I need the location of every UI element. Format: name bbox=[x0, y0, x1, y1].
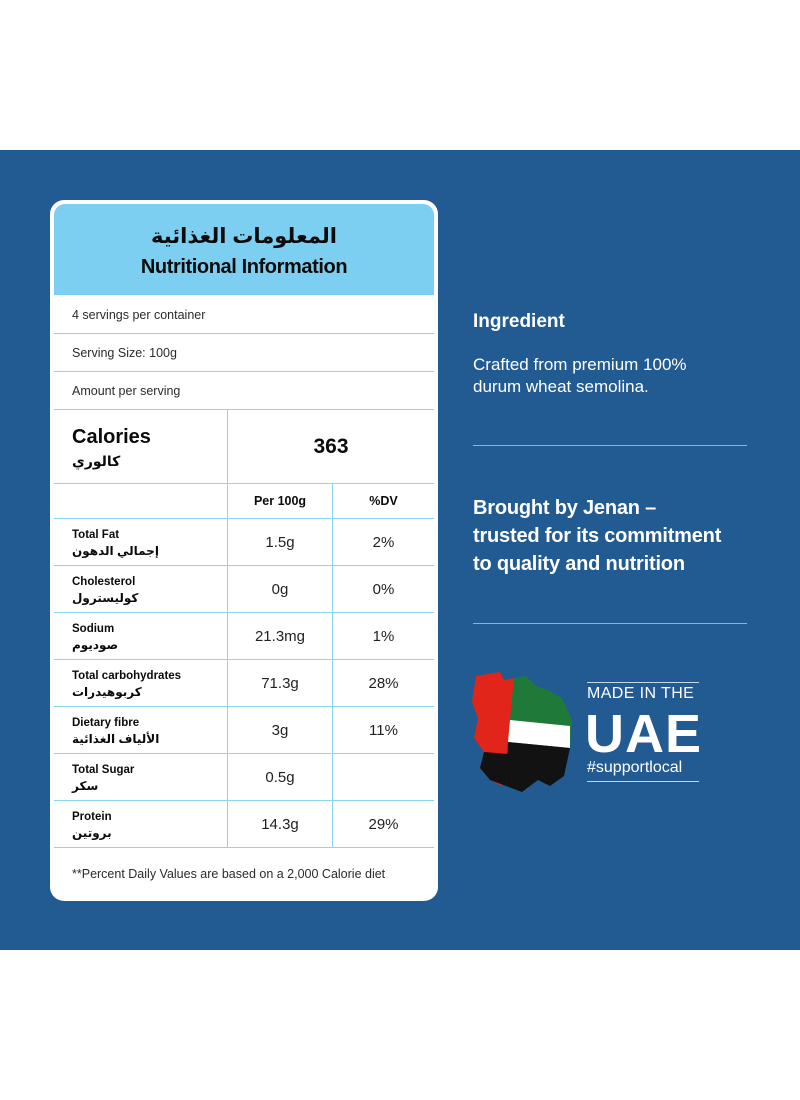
nutrient-per-100g: 14.3g bbox=[228, 801, 333, 847]
nutrient-dv: 29% bbox=[368, 816, 399, 833]
ingredient-heading: Ingredient bbox=[473, 311, 565, 332]
nutrient-name: Total Fat bbox=[72, 529, 120, 541]
nutrient-per-100g: 21.3mg bbox=[228, 613, 333, 659]
table-row bbox=[54, 613, 434, 660]
nutrient-name-cell bbox=[54, 660, 228, 706]
ingredient-description bbox=[473, 354, 743, 398]
nutrient-name-arabic: صوديوم bbox=[72, 638, 119, 652]
nutrient-name: Protein bbox=[72, 811, 112, 823]
nutrient-name-arabic: إجمالي الدهون bbox=[72, 544, 159, 558]
nutrient-name-arabic: بروتين bbox=[72, 826, 112, 840]
calories-row bbox=[54, 410, 434, 484]
nutrient-dv: 28% bbox=[368, 675, 399, 692]
nutrient-name-cell bbox=[54, 613, 228, 659]
nutrient-name-cell bbox=[54, 519, 228, 565]
calories-value: 363 bbox=[313, 435, 349, 458]
hashtag-label: #supportlocal bbox=[587, 759, 683, 776]
nutrient-dv: 0% bbox=[372, 581, 395, 598]
nutrient-name-cell bbox=[54, 566, 228, 612]
made-in-label: MADE IN THE bbox=[587, 685, 695, 702]
column-dv: %DV bbox=[369, 494, 398, 508]
table-row bbox=[54, 519, 434, 566]
tagline-line: Brought by Jenan – bbox=[473, 497, 657, 519]
calories-label: Calories bbox=[72, 426, 151, 448]
nutrient-name-arabic: سكر bbox=[72, 779, 99, 793]
header-blank-cell bbox=[54, 484, 228, 518]
nutrient-name: Dietary fibre bbox=[72, 717, 140, 729]
table-header-row bbox=[54, 484, 434, 519]
daily-value-footnote: **Percent Daily Values are based on a 2,000 Calorie diet bbox=[72, 867, 386, 881]
nutrient-name: Sodium bbox=[72, 623, 115, 635]
uae-label: UAE bbox=[585, 704, 703, 764]
badge-rule bbox=[587, 682, 699, 683]
column-per-100g: Per 100g bbox=[228, 484, 333, 518]
table-row bbox=[54, 660, 434, 707]
ingredient-line: durum wheat semolina. bbox=[473, 377, 649, 396]
nutrient-name: Total carbohydrates bbox=[72, 670, 182, 682]
nutrient-per-100g: 0g bbox=[228, 566, 333, 612]
nutrient-per-100g: 0.5g bbox=[228, 754, 333, 800]
nutrient-dv: 2% bbox=[372, 534, 395, 551]
brand-tagline bbox=[473, 494, 773, 578]
badge-rule bbox=[587, 781, 699, 782]
amount-per-serving: Amount per serving bbox=[54, 372, 434, 410]
serving-size: Serving Size: 100g bbox=[54, 334, 434, 372]
nutrient-per-100g: 71.3g bbox=[228, 660, 333, 706]
servings-per-container: 4 servings per container bbox=[54, 296, 434, 334]
tagline-line: to quality and nutrition bbox=[473, 553, 685, 575]
divider bbox=[473, 445, 747, 446]
nutrient-name-cell bbox=[54, 754, 228, 800]
uae-flag-map-icon bbox=[466, 668, 578, 796]
ingredient-line: Crafted from premium 100% bbox=[473, 355, 687, 374]
nutrient-name-arabic: كوليسترول bbox=[72, 591, 139, 605]
nutrient-name-cell bbox=[54, 801, 228, 847]
calories-label-arabic: كالوري bbox=[72, 453, 121, 469]
divider bbox=[473, 623, 747, 624]
nutrient-name-arabic: الألياف الغذائية bbox=[72, 732, 160, 746]
nutrient-per-100g: 1.5g bbox=[228, 519, 333, 565]
nutrient-name: Total Sugar bbox=[72, 764, 135, 776]
nutrient-dv: 1% bbox=[372, 628, 395, 645]
nutrient-dv: 11% bbox=[369, 722, 398, 739]
title-arabic: المعلومات الغذائية bbox=[150, 225, 338, 248]
tagline-line: trusted for its commitment bbox=[473, 525, 722, 547]
nutrient-dv bbox=[333, 754, 434, 800]
nutrition-card bbox=[50, 200, 438, 901]
nutrient-name-arabic: كربوهيدرات bbox=[72, 685, 142, 699]
nutrient-per-100g: 3g bbox=[228, 707, 333, 753]
title-english: Nutritional Information bbox=[140, 256, 348, 278]
table-row bbox=[54, 707, 434, 754]
calories-label-cell bbox=[54, 410, 228, 484]
table-row bbox=[54, 801, 434, 848]
card-header bbox=[54, 204, 434, 295]
table-row bbox=[54, 566, 434, 613]
nutrient-name: Cholesterol bbox=[72, 576, 136, 588]
nutrient-name-cell bbox=[54, 707, 228, 753]
table-row bbox=[54, 754, 434, 801]
